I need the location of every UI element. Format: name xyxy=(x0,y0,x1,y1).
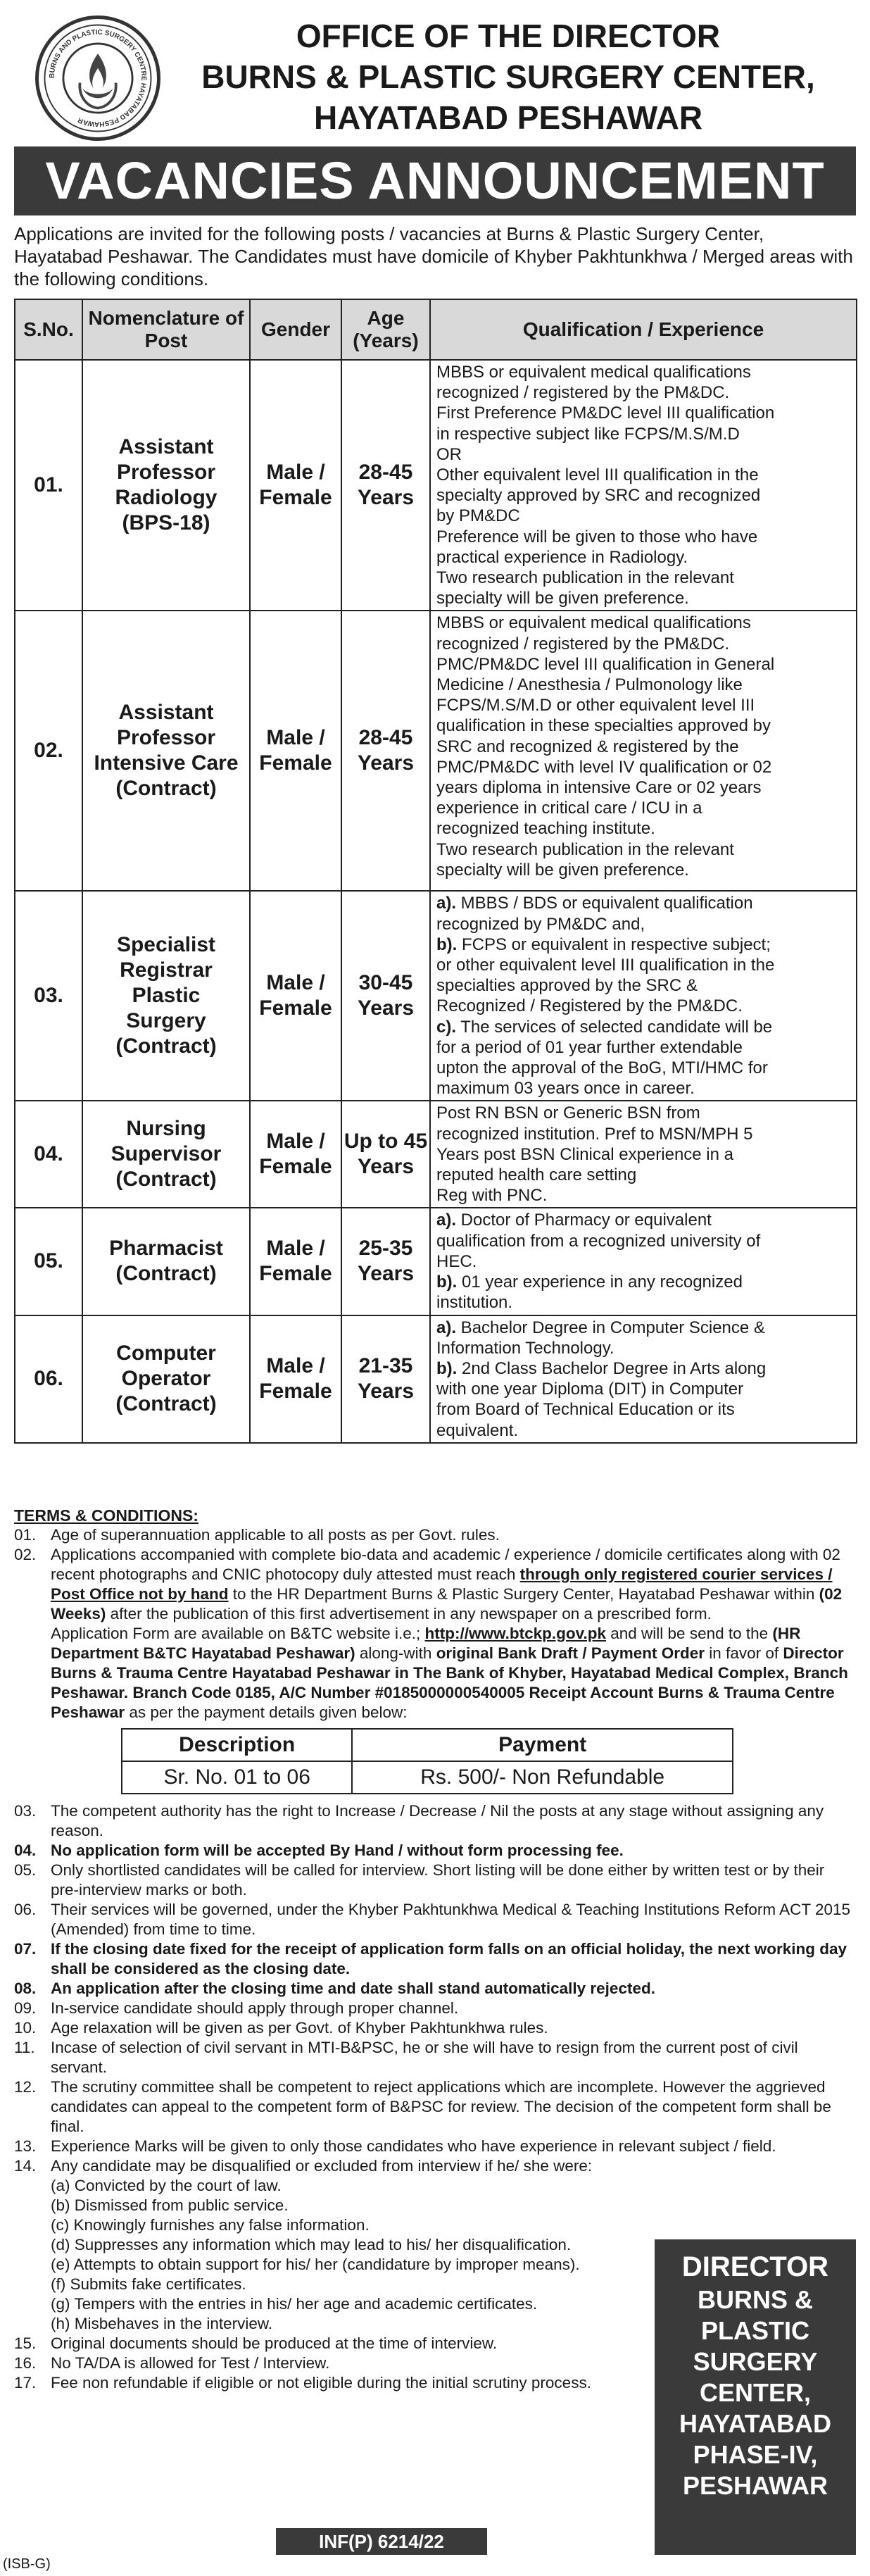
qualification-line xyxy=(436,1017,850,1037)
col-qualification: Qualification / Experience xyxy=(430,299,857,360)
table-row xyxy=(15,1101,857,1208)
term-item xyxy=(14,1999,856,2018)
qualification-line xyxy=(436,588,850,608)
table-row xyxy=(15,1315,857,1443)
qualification-text: SRC and recognized & registered by the xyxy=(436,737,739,756)
qualification-text: equivalent. xyxy=(436,1420,519,1440)
vacancies-banner: VACANCIES ANNOUNCEMENT xyxy=(14,146,856,215)
cell-gender-line: Female xyxy=(259,996,332,1020)
term-number: 09. xyxy=(14,1999,37,2017)
cell-post-line: Operator xyxy=(121,1367,211,1391)
term-number: 13. xyxy=(14,2137,37,2155)
cell-post-line: Registrar xyxy=(120,958,213,982)
cell-qualification xyxy=(430,1315,857,1443)
cell-sno: 01. xyxy=(15,360,82,611)
qualification-line xyxy=(436,1358,850,1379)
qualification-line xyxy=(436,1144,850,1165)
qualification-text: recognized by PM&DC and, xyxy=(436,914,645,934)
qualification-text: specialty will be given preference. xyxy=(436,589,689,608)
table-row xyxy=(15,360,857,611)
disqualification-item: (g) Tempers with the entries in his/ her age and academic certificates. xyxy=(51,2295,538,2313)
cell-qualification xyxy=(430,611,857,891)
courier-requirement: through only registered courier services / Post Office not by hand xyxy=(51,1565,833,1603)
qualification-text: The services of selected candidate will be xyxy=(456,1017,773,1037)
term-text: No TA/DA is allowed for Test / Interview. xyxy=(51,2354,330,2372)
cell-age-line: Years xyxy=(357,1155,415,1179)
disqualification-item: (c) Knowingly furnishes any false information. xyxy=(51,2216,370,2234)
disqualification-item: (a) Convicted by the court of law. xyxy=(51,2177,282,2194)
qualification-line xyxy=(436,955,850,975)
qualification-line xyxy=(436,1210,850,1230)
qualification-line xyxy=(436,527,850,547)
qualification-marker: b). xyxy=(436,1273,458,1292)
institution-logo xyxy=(35,15,160,141)
cell-post-line: Surgery xyxy=(126,1009,206,1033)
cell-gender-line: Male / xyxy=(266,461,325,484)
cell-post-line: (Contract) xyxy=(115,777,217,801)
cell-age xyxy=(341,611,430,891)
term-text: as per the payment details given below: xyxy=(125,1703,408,1721)
term-number: 06. xyxy=(14,1901,37,1918)
director-box-line: PESHAWAR xyxy=(682,2471,828,2500)
col-gender: Gender xyxy=(250,299,341,360)
term-item xyxy=(14,1939,856,1979)
cell-age-line: Up to 45 xyxy=(343,1130,428,1153)
qualification-line xyxy=(436,444,850,465)
qualification-line xyxy=(436,1231,850,1251)
term-text: Applications accompanied with complete bio-data and academic / experience / domicile certificates along with 02 recent photographs and CNIC photocopy duly attested must reach xyxy=(51,1546,840,1583)
header-line-1: OFFICE OF THE DIRECTOR xyxy=(296,18,721,54)
qualification-text: recognized / registered by the PM&DC. xyxy=(436,634,730,654)
qualification-line xyxy=(436,506,850,526)
qualification-line xyxy=(436,1185,850,1206)
cell-qualification xyxy=(430,891,857,1101)
term-text: In-service candidate should apply through proper channel. xyxy=(51,1999,459,2017)
qualification-text: Information Technology. xyxy=(436,1338,614,1358)
cell-post-line: Professor xyxy=(116,461,216,484)
cell-post-line: Computer xyxy=(116,1342,216,1365)
cell-gender-line: Female xyxy=(259,1262,332,1286)
bank-draft-text: original Bank Draft / Payment Order xyxy=(436,1644,705,1662)
cell-gender-line: Male / xyxy=(266,1130,325,1153)
director-box-line: CENTER, xyxy=(699,2378,811,2407)
term-number: 14. xyxy=(14,2157,37,2175)
qualification-text: or other equivalent level III qualification in the xyxy=(436,956,775,975)
qualification-text: MBBS / BDS or equivalent qualification xyxy=(456,894,753,913)
logo-text: BURNS AND PLASTIC SURGERY CENTRE HAYATABAD PESHAWAR xyxy=(48,28,148,128)
qualification-text: in respective subject like FCPS/M.S/M.D xyxy=(436,424,740,444)
qualification-line xyxy=(436,1124,850,1144)
cell-gender-line: Male / xyxy=(266,971,325,995)
qualification-line xyxy=(436,424,850,444)
terms-heading: TERMS & CONDITIONS: xyxy=(14,1506,198,1525)
disqualification-item: (h) Misbehaves in the interview. xyxy=(51,2315,273,2332)
director-box-line: DIRECTOR xyxy=(681,2251,829,2282)
cell-post xyxy=(82,1315,250,1443)
cell-gender-line: Male / xyxy=(266,1237,325,1261)
qualification-line xyxy=(436,634,850,654)
term-text: along-with xyxy=(355,1644,436,1662)
qualification-text: recognized institution. Pref to MSN/MPH 5 xyxy=(436,1124,753,1144)
cell-age-line: Years xyxy=(357,1380,415,1403)
qualification-text: Preference will be given to those who have xyxy=(436,527,758,546)
term-number: 03. xyxy=(14,1802,37,1820)
cell-post-line: (Contract) xyxy=(115,1034,217,1058)
term-text: No application form will be accepted By Hand / without form processing fee. xyxy=(51,1842,624,1859)
cell-post-line: Nursing xyxy=(126,1117,206,1141)
term-number: 05. xyxy=(14,1861,37,1879)
qualification-line xyxy=(436,934,850,955)
cell-qualification xyxy=(430,1101,857,1208)
cell-age-line: Years xyxy=(357,486,415,510)
qualification-text: reputed health care setting xyxy=(436,1165,637,1185)
cell-qualification xyxy=(430,360,857,611)
cell-post-line: Specialist xyxy=(116,933,216,957)
qualification-line xyxy=(436,1318,850,1338)
payment-col-description: Description xyxy=(122,1729,352,1761)
cell-gender xyxy=(250,360,341,611)
qualification-text: qualification from a recognized university of xyxy=(436,1231,761,1251)
cell-gender xyxy=(250,1208,341,1315)
qualification-text: 01 year experience in any recognized xyxy=(457,1273,743,1292)
cell-gender-line: Female xyxy=(259,1155,332,1179)
cell-qualification xyxy=(430,1208,857,1315)
qualification-text: HEC. xyxy=(436,1251,477,1271)
qualification-line xyxy=(436,613,850,633)
term-text: An application after the closing time and date shall stand automatically rejected. xyxy=(51,1980,655,1997)
term-text: Original documents should be produced at the time of interview. xyxy=(51,2334,498,2352)
cell-age xyxy=(341,891,430,1101)
qualification-line xyxy=(436,715,850,736)
term-item xyxy=(14,1979,856,1999)
qualification-line xyxy=(436,1078,850,1099)
qualification-text: upton the approval of the BoG, MTI/HMC for xyxy=(436,1058,768,1078)
qualification-line xyxy=(436,654,850,675)
cell-sno: 03. xyxy=(15,891,82,1101)
term-text: to the HR Department Burns & Plastic Surgery Center, Hayatabad Peshawar within xyxy=(228,1585,819,1603)
payment-col-payment: Payment xyxy=(352,1729,733,1761)
term-text: and will be send to the xyxy=(606,1625,773,1642)
qualification-text: specialty will be given preference. xyxy=(436,860,689,880)
cell-gender xyxy=(250,891,341,1101)
col-post: Nomenclature of Post xyxy=(82,299,250,360)
cell-sno: 06. xyxy=(15,1315,82,1443)
payment-table xyxy=(121,1728,733,1794)
qualification-text: experience in critical care / ICU in a xyxy=(436,799,702,818)
qualification-line xyxy=(436,914,850,934)
cell-post-line: (Contract) xyxy=(115,1168,217,1192)
term-item xyxy=(14,1525,856,1545)
col-sno: S.No. xyxy=(15,299,82,360)
term-item xyxy=(14,1801,856,1841)
qualification-text: First Preference PM&DC level III qualification xyxy=(436,404,775,423)
bank-account-details: Director Burns & Trauma Centre Hayatabad Peshawar in The Bank of Khyber, Hayatabad Medical Complex, Branch Peshawar. Branch Code 0185, A/C Number #0185000000540005 Receipt Account Burns & Trauma Centre Peshawar xyxy=(51,1644,848,1721)
term-text: Age of superannuation applicable to all posts as per Govt. rules. xyxy=(51,1526,500,1544)
qualification-line xyxy=(436,485,850,506)
qualification-line xyxy=(436,818,850,839)
term-number: 02. xyxy=(14,1546,37,1563)
qualification-text: PMC/PM&DC level III qualification in General xyxy=(436,654,775,674)
cell-age-line: 25-35 xyxy=(358,1237,413,1261)
cell-age-line: Years xyxy=(357,1262,415,1286)
cell-post xyxy=(82,1101,250,1208)
cell-gender-line: Female xyxy=(259,486,332,510)
term-text: Application Form are available on B&TC website i.e.; xyxy=(51,1625,425,1642)
cell-gender-line: Male / xyxy=(266,726,325,750)
term-number: 16. xyxy=(14,2354,37,2372)
cell-gender xyxy=(250,1315,341,1443)
qualification-text: 2nd Class Bachelor Degree in Arts along xyxy=(457,1358,767,1378)
qualification-line xyxy=(436,1292,850,1313)
term-text: in favor of xyxy=(705,1644,783,1662)
cell-post-line: Assistant xyxy=(118,701,214,725)
qualification-text: maximum 03 years once in career. xyxy=(436,1079,695,1099)
col-age: Age (Years) xyxy=(341,299,430,360)
qualification-text: Doctor of Pharmacy or equivalent xyxy=(456,1211,712,1230)
table-header-row xyxy=(15,299,857,360)
header-line-2: BURNS & PLASTIC SURGERY CENTER, xyxy=(201,58,815,95)
disqualification-item: (f) Submits fake certificates. xyxy=(51,2275,246,2293)
qualification-line xyxy=(436,893,850,913)
qualification-line xyxy=(436,860,850,880)
cell-age-line: 28-45 xyxy=(358,726,413,750)
disqualification-item: (e) Attempts to obtain support for his/ her (candidature by improper means). xyxy=(51,2256,580,2273)
qualification-text: specialty approved by SRC and recognized xyxy=(436,486,761,506)
isb-code: (ISB-G) xyxy=(3,2556,51,2572)
qualification-line xyxy=(436,975,850,996)
qualification-text: FCPS or equivalent in respective subject; xyxy=(457,934,771,954)
payment-description: Sr. No. 01 to 06 xyxy=(122,1761,352,1794)
term-text: Experience Marks will be given to only those candidates who have experience in relevant subject / field. xyxy=(51,2137,776,2155)
cell-post-line: Intensive Care xyxy=(94,751,239,775)
term-text: The scrutiny committee shall be competent to reject applications which are incomplete. However the aggrieved candidates can appeal to the competent form of B&PSC for review. The decision of the competent form shall be final. xyxy=(51,2078,831,2135)
qualification-text: Two research publication in the relevant xyxy=(436,568,734,588)
qualification-text: Two research publication in the relevant xyxy=(436,839,734,859)
term-number: 04. xyxy=(14,1842,37,1859)
qualification-line xyxy=(436,675,850,695)
qualification-text: FCPS/M.S/M.D or other equivalent level III xyxy=(436,696,755,715)
cell-sno: 05. xyxy=(15,1208,82,1315)
cell-gender-line: Female xyxy=(259,1380,332,1403)
qualification-text: from Board of Technical Education or its xyxy=(436,1400,735,1420)
term-item xyxy=(14,1841,856,1861)
qualification-marker: b). xyxy=(436,934,458,954)
vacancies-table xyxy=(14,299,857,1444)
term-item xyxy=(14,1545,856,1624)
disqualification-item: (b) Dismissed from public service. xyxy=(51,2196,289,2214)
qualification-text: Medicine / Anesthesia / Pulmonology like xyxy=(436,675,743,695)
qualification-line xyxy=(436,1338,850,1358)
qualification-text: for a period of 01 year further extendable xyxy=(436,1037,743,1057)
cell-age-line: 28-45 xyxy=(358,461,413,484)
term-text: The competent authority has the right to Increase / Decrease / Nil the posts at any stage without assigning any reason. xyxy=(51,1802,824,1839)
qualification-line xyxy=(436,1037,850,1058)
cell-sno: 04. xyxy=(15,1101,82,1208)
qualification-text: Years post BSN Clinical experience in a xyxy=(436,1144,734,1164)
cell-age xyxy=(341,1101,430,1208)
cell-post xyxy=(82,891,250,1101)
term-text: Age relaxation will be given as per Govt. of Khyber Pakhtunkhwa rules. xyxy=(51,2019,548,2037)
qualification-line xyxy=(436,1399,850,1420)
term-item xyxy=(14,2137,856,2156)
qualification-text: years diploma in intensive Care or 02 years xyxy=(436,778,762,798)
qualification-line xyxy=(436,403,850,423)
term-number: 07. xyxy=(14,1940,37,1958)
term-number: 12. xyxy=(14,2078,37,2096)
cell-age xyxy=(341,1315,430,1443)
term-item xyxy=(14,2156,684,2176)
director-box-line: PLASTIC xyxy=(700,2316,809,2345)
qualification-line xyxy=(436,382,850,403)
header xyxy=(30,13,846,139)
hr-department: (HR Department B&TC Hayatabad Peshawar) xyxy=(51,1625,801,1662)
payment-amount: Rs. 500/- Non Refundable xyxy=(352,1761,733,1794)
cell-post-line: (Contract) xyxy=(115,1262,217,1286)
qualification-line xyxy=(436,1103,850,1123)
director-signature-box xyxy=(655,2239,856,2555)
qualification-line xyxy=(436,362,850,382)
director-box-line: SURGERY xyxy=(693,2347,818,2376)
term-text: If the closing date fixed for the receipt of application form falls on an official holiday, the next working day shall be considered as the closing date. xyxy=(51,1940,847,1977)
term-text: Fee non refundable if eligible or not eligible during the initial scrutiny process. xyxy=(51,2374,591,2391)
cell-age xyxy=(341,1208,430,1315)
qualification-line xyxy=(436,757,850,777)
cell-post xyxy=(82,1208,250,1315)
cell-post xyxy=(82,360,250,611)
cell-post xyxy=(82,611,250,891)
cell-gender xyxy=(250,1101,341,1208)
cell-post-line: (Contract) xyxy=(115,1392,217,1416)
qualification-line xyxy=(436,1165,850,1185)
qualification-line xyxy=(436,839,850,860)
table-row xyxy=(15,611,857,891)
term-number: 17. xyxy=(14,2374,37,2391)
qualification-marker: c). xyxy=(436,1017,457,1037)
qualification-text: OR xyxy=(436,444,462,464)
qualification-text: recognized teaching institute. xyxy=(436,819,655,839)
term-text: after the publication of this first advertisement in any newspaper on a prescribed form. xyxy=(106,1605,712,1622)
qualification-text: Recognized / Registered by the PM&DC. xyxy=(436,996,743,1016)
qualification-text: MBBS or equivalent medical qualifications xyxy=(436,363,751,382)
intro-paragraph: Applications are invited for the following posts / vacancies at Burns & Plastic Surgery Center, Hayatabad Peshawar. The Candidates must have domicile of Khyber Pakhtunkhwa / Merged areas with the following conditions. xyxy=(14,223,853,289)
qualification-line xyxy=(436,695,850,715)
term-text: Only shortlisted candidates will be called for interview. Short listing will be done either by written test or by their pre-interview marks or both. xyxy=(51,1861,825,1899)
term-item xyxy=(14,1861,856,1900)
qualification-line xyxy=(436,1420,850,1441)
qualification-line xyxy=(436,1272,850,1292)
cell-age-line: Years xyxy=(357,996,415,1020)
term-item xyxy=(14,1900,856,1939)
cell-age xyxy=(341,360,430,611)
qualification-marker: a). xyxy=(436,1318,457,1337)
cell-gender-line: Male / xyxy=(266,1354,325,1378)
qualification-marker: a). xyxy=(436,894,457,913)
term-text: Their services will be governed, under the Khyber Pakhtunkhwa Medical & Teaching Institutions Reform ACT 2015 (Amended) from time to time. xyxy=(51,1901,851,1938)
qualification-line xyxy=(436,996,850,1016)
qualification-text: PMC/PM&DC with level IV qualification or 02 xyxy=(436,757,772,777)
qualification-line xyxy=(436,1058,850,1078)
table-row xyxy=(15,891,857,1101)
qualification-marker: b). xyxy=(436,1358,458,1378)
qualification-line xyxy=(436,465,850,485)
term-number: 01. xyxy=(14,1526,37,1544)
term-continuation xyxy=(14,1624,856,1722)
term-item xyxy=(14,2018,856,2038)
qualification-text: recognized / registered by the PM&DC. xyxy=(436,383,730,403)
cell-post-line: Pharmacist xyxy=(109,1237,223,1261)
cell-age-line: Years xyxy=(357,751,415,775)
table-row xyxy=(15,1208,857,1315)
director-box-line: BURNS & xyxy=(697,2285,813,2314)
cell-age-line: 30-45 xyxy=(358,971,413,995)
qualification-line xyxy=(436,798,850,818)
term-number: 10. xyxy=(14,2019,37,2037)
qualification-text: Other equivalent level III qualification in the xyxy=(436,465,759,485)
term-item xyxy=(14,2038,856,2077)
qualification-text: MBBS or equivalent medical qualifications xyxy=(436,613,751,633)
website-link[interactable]: http://www.btckp.gov.pk xyxy=(424,1625,606,1642)
cell-sno: 02. xyxy=(15,611,82,891)
qualification-line xyxy=(436,1379,850,1399)
cell-post-line: (BPS-18) xyxy=(122,511,210,535)
qualification-text: with one year Diploma (DIT) in Computer xyxy=(436,1380,744,1399)
qualification-text: practical experience in Radiology. xyxy=(436,547,688,567)
qualification-text: qualification in these specialties approved by xyxy=(436,716,771,736)
qualification-line xyxy=(436,777,850,798)
term-text: Incase of selection of civil servant in MTI-B&PSC, he or she will have to resign from the current post of civil servant. xyxy=(51,2039,798,2076)
cell-post-line: Professor xyxy=(116,726,216,750)
inf-number: INF(P) 6214/22 xyxy=(276,2528,487,2555)
header-line-3: HAYATABAD PESHAWAR xyxy=(313,99,703,136)
qualification-line xyxy=(436,1251,850,1272)
qualification-text: institution. xyxy=(436,1293,513,1313)
qualification-text: Post RN BSN or Generic BSN from xyxy=(436,1103,700,1123)
director-box-line: PHASE-IV, xyxy=(693,2440,818,2469)
qualification-line xyxy=(436,568,850,588)
cell-gender xyxy=(250,611,341,891)
cell-post-line: Assistant xyxy=(118,435,214,459)
qualification-line xyxy=(436,737,850,757)
term-number: 15. xyxy=(14,2334,37,2352)
qualification-text: Bachelor Degree in Computer Science & xyxy=(456,1318,765,1337)
term-item xyxy=(14,2077,856,2137)
term-number: 08. xyxy=(14,1980,37,1997)
director-box-line: HAYATABAD xyxy=(679,2409,832,2438)
deadline-text: (02 Weeks) xyxy=(51,1585,843,1622)
disqualification-item: (d) Suppresses any information which may lead to his/ her disqualification. xyxy=(51,2236,572,2253)
vacancies-body xyxy=(15,360,857,1443)
qualification-text: specialties approved by the SRC & xyxy=(436,976,698,996)
cell-post-line: Plastic xyxy=(132,984,201,1008)
term-text: Any candidate may be disqualified or excluded from interview if he/ she were: xyxy=(51,2157,593,2175)
cell-post-line: Supervisor xyxy=(111,1142,222,1166)
qualification-text: by PM&DC xyxy=(436,506,520,526)
cell-post-line: Radiology xyxy=(115,486,218,510)
qualification-text: Reg with PNC. xyxy=(436,1186,548,1206)
term-number: 11. xyxy=(14,2039,35,2056)
cell-age-line: 21-35 xyxy=(358,1354,413,1378)
qualification-line xyxy=(436,547,850,568)
cell-gender-line: Female xyxy=(259,751,332,775)
qualification-marker: a). xyxy=(436,1211,457,1230)
